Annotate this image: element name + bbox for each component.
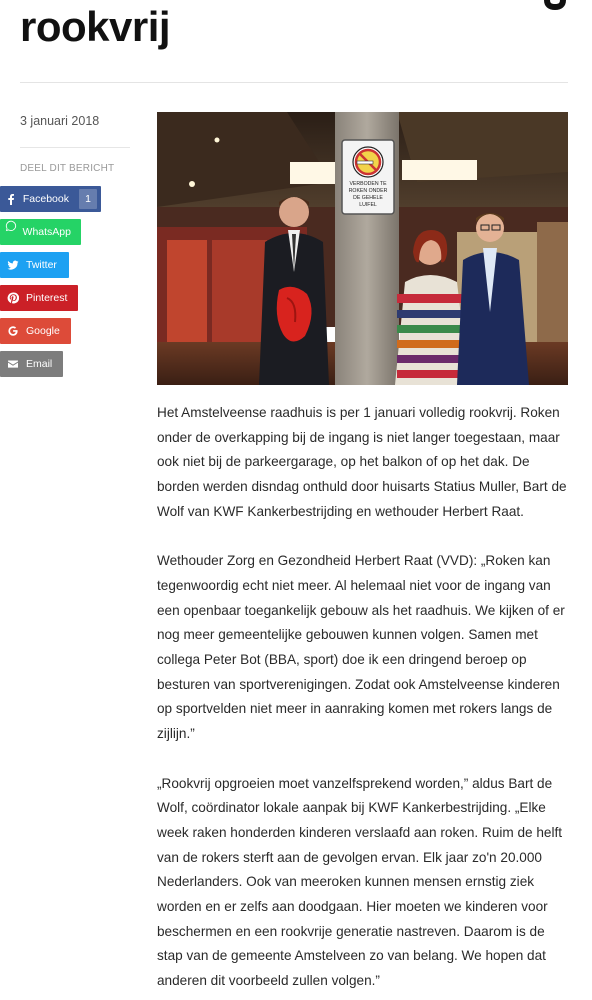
sidebar-divider [20,147,130,148]
facebook-icon [0,186,23,212]
whatsapp-icon [0,213,23,239]
article-paragraph: Wethouder Zorg en Gezondheid Herbert Raat (VVD): „Roken kan tegenwoordig echt niet meer. Al helemaal niet voor de ingang van een openbaar toegankelijk gebouw als het raadhuis. We kijken of er nog meer gemeentelijke gebouwen kunnen volgen. Samen met collega Peter Bot (BBA, sport) doe ik een dringend beroep op besturen van sportverenigingen. Zodat ook Amstelveense kinderen op sportvelden niet meer in aanraking komen met rokers langs de zijlijn.” [157,553,565,742]
share-email-button[interactable] [0,351,63,377]
sign-line-3: DE GEHELE [353,195,383,201]
pinterest-icon [0,285,26,311]
article-photo [157,112,568,385]
article-title-block [20,0,580,66]
share-google-button[interactable] [0,318,71,344]
publish-date: 3 januari 2018 [20,114,100,128]
article-body [157,401,569,1000]
share-pinterest-button[interactable] [0,285,78,311]
share-whatsapp-label: WhatsApp [22,226,71,238]
article-title: rookvrij [20,3,171,50]
share-count-badge: 1 [79,189,97,209]
share-twitter-label: Twitter [26,259,57,271]
share-pinterest-label: Pinterest [26,292,68,304]
share-whatsapp-button[interactable] [0,219,81,245]
email-icon [0,351,26,377]
google-icon [0,318,26,344]
share-facebook-label: Facebook [22,193,69,205]
sign-line-1: VERBODEN TE [349,181,387,187]
share-facebook-button[interactable] [0,186,101,212]
title-divider [20,82,568,83]
article-paragraph: „Rookvrij opgroeien moet vanzelfsprekend worden,” aldus Bart de Wolf, coördinator lokale aanpak bij KWF Kankerbestrijding. „Elke week raken honderden kinderen verslaafd aan roken. Ruim de helft van de rokers sterft aan de gevolgen ervan. Elk jaar zo'n 20.000 Nederlanders. Ook van meeroken kunnen mensen ernstig ziek worden en er zelfs aan doodgaan. Hier moeten we kinderen voor beschermen en een rookvrije generatie nastreven. Daarom is de stap van de gemeente Amstelveen zo van belang. We hopen dat anderen dit voorbeeld zullen volgen.” [157,775,563,989]
photo-scene [157,112,568,385]
share-label: DEEL DIT BERICHT [20,163,115,174]
twitter-icon [0,252,26,278]
sign-line-2: ROKEN ONDER [348,188,388,194]
share-twitter-button[interactable] [0,252,69,278]
share-google-label: Google [26,325,60,337]
title-overflow-glyph [544,0,568,16]
article-sidebar [20,112,132,174]
article-paragraph: Het Amstelveense raadhuis is per 1 januari volledig rookvrij. Roken onder de overkapping bij de ingang is niet langer toegestaan, maar ook niet bij de parkeergarage, op het balkon of op het dak. De borden werden disndag onthuld door huisarts Statius Muller, Bart de Wolf van KWF Kankerbestrijding en wethouder Herbert Raat. [157,405,567,519]
share-email-label: Email [26,358,53,370]
sign-line-4: LUIFEL [359,202,377,208]
